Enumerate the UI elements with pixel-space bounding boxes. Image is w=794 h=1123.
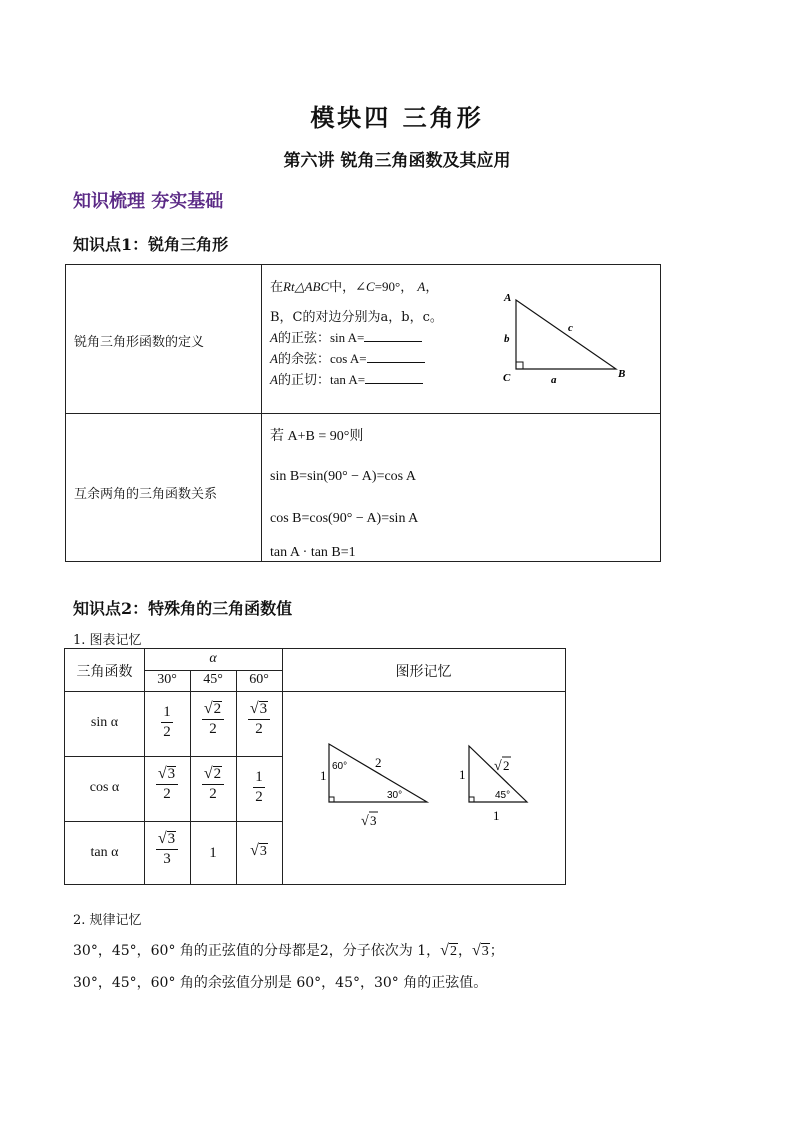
value-sin-45: √ 2 2 — [190, 701, 236, 738]
page-subtitle: 第六讲 锐角三角函数及其应用 — [283, 151, 511, 171]
vertex-label-a: A — [504, 292, 512, 304]
table-divider — [66, 413, 660, 414]
triangle-30-60-90-figure — [295, 739, 435, 834]
row-label-definition: 锐角三角形函数的定义 — [74, 335, 205, 350]
page-title: 模块四 三角形 — [310, 103, 484, 132]
row-label-complementary: 互余两角的三角函数关系 — [74, 487, 218, 502]
definition-line-1: 在Rt△ABC中，∠C=90°， A， — [270, 279, 439, 295]
subheading-chart-memory: 1. 图表记忆 — [73, 633, 142, 648]
header-angle: 30° — [157, 672, 177, 687]
definition-text — [270, 277, 500, 391]
fig2-hypotenuse-label: 2 — [503, 758, 510, 773]
header-figure: 图形记忆 — [395, 664, 452, 680]
triangle-45-45-90-figure — [445, 739, 545, 834]
fig1-angle-60: 60° — [332, 761, 348, 772]
definition-line-2: B，C的对边分别为a，b，c。 — [270, 310, 443, 325]
rule-line-1: 30°，45°，60° 角的正弦值的分母都是2，分子依次为 1， √ 2 ， √ 3 ； — [73, 942, 504, 959]
value-cos-60: $\frac{1}{2}$ — [255, 769, 263, 805]
table-divider — [144, 670, 282, 671]
value-sin-60: √ 3 2 — [236, 701, 282, 738]
special-angles-table — [64, 648, 566, 885]
row-label-cos: cos α — [89, 780, 120, 795]
row-label-sin: sin α — [90, 715, 119, 730]
header-angle: 45° — [203, 672, 223, 687]
table-divider — [65, 691, 565, 692]
row-label-tan: tan α — [90, 845, 119, 860]
tan-definition: A的正切：tan A= — [270, 370, 500, 391]
section-heading: 知识梳理 夯实基础 — [73, 191, 224, 212]
fig1-hypotenuse-label: 2 — [375, 755, 382, 770]
value-tan-60: √ 3 — [250, 842, 267, 859]
fig2-side-label: 1 — [459, 767, 466, 782]
fig1-angle-30: 30° — [387, 790, 403, 801]
header-alpha: α — [209, 651, 217, 666]
side-label-c: c — [568, 322, 573, 334]
complementary-l1: 若 A+B = 90°则 — [270, 429, 364, 444]
complementary-l4: tan A · tan B=1 — [270, 545, 356, 560]
vertex-label-c: C — [503, 372, 511, 384]
complementary-l2: sin B=sin(90° − A)=cos A — [270, 469, 416, 484]
table-divider — [282, 649, 283, 884]
definition-table — [65, 264, 661, 562]
fig2-angle-45: 45° — [495, 790, 511, 801]
fig1-base-label: 3 — [370, 813, 377, 828]
subheading-rule-memory: 2. 规律记忆 — [73, 913, 142, 928]
fig1-side-label: 1 — [320, 768, 327, 783]
value-tan-30: √ 3 3 — [144, 831, 190, 868]
fig1-base-sqrt-icon: √ — [361, 814, 369, 829]
side-label-a: a — [551, 374, 557, 386]
side-label-b: b — [504, 333, 510, 345]
sin-definition: A的正弦：sin A= — [270, 328, 500, 349]
complementary-l3: cos B=cos(90° − A)=sin A — [270, 511, 419, 526]
fig2-base-label: 1 — [493, 808, 500, 823]
value-tan-45: 1 — [209, 845, 217, 861]
value-cos-45: √ 2 2 — [190, 766, 236, 803]
fig2-hyp-sqrt-icon: √ — [494, 759, 502, 774]
cos-definition: A的余弦：cos A= — [270, 349, 500, 370]
table-divider — [65, 756, 282, 757]
knowledge-point-1-heading: 知识点1：锐角三角形 — [73, 235, 229, 254]
value-sin-30: $\frac{1}{2}$ — [163, 704, 171, 740]
table-divider — [65, 821, 282, 822]
header-angle: 60° — [249, 672, 269, 687]
knowledge-point-2-heading: 知识点2：特殊角的三角函数值 — [73, 599, 293, 618]
rule-line-2: 30°，45°，60° 角的余弦值分别是 60°，45°，30° 角的正弦值。 — [73, 975, 488, 991]
right-triangle-diagram — [496, 287, 646, 387]
header-function: 三角函数 — [76, 664, 133, 680]
value-cos-30: √ 3 2 — [144, 766, 190, 803]
vertex-label-b: B — [618, 368, 626, 380]
